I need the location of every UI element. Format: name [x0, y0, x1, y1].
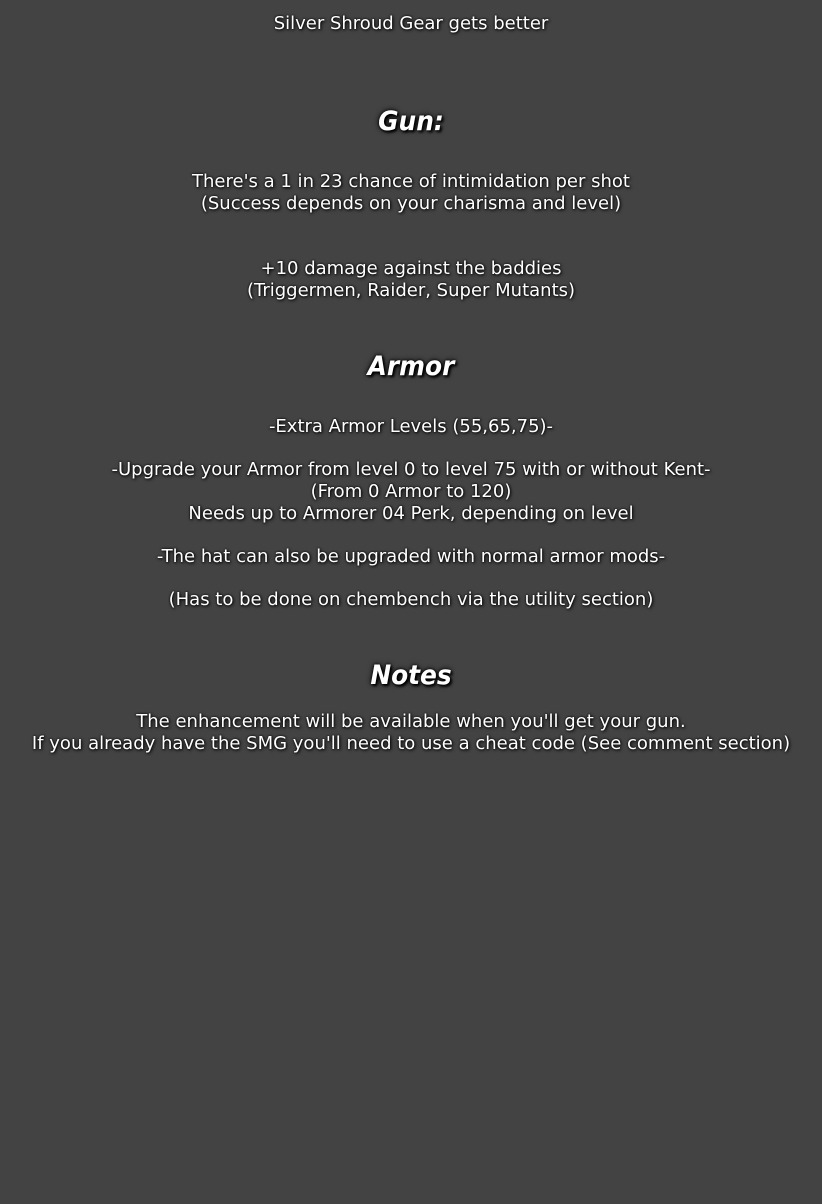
armor-heading: Armor — [367, 351, 455, 382]
notes-line1: The enhancement will be available when you'll get your gun. — [136, 711, 686, 732]
gun-heading: Gun: — [378, 106, 444, 137]
intro-text: Silver Shroud Gear gets better — [273, 13, 549, 34]
gun-damage-line1: +10 damage against the baddies — [260, 258, 562, 279]
gun-intimidation-line1: There's a 1 in 23 chance of intimidation per shot — [192, 171, 630, 192]
gun-intimidation-line2: (Success depends on your charisma and level) — [200, 193, 622, 214]
gun-damage-line2: (Triggermen, Raider, Super Mutants) — [246, 280, 576, 301]
armor-hat-line: -The hat can also be upgraded with normal armor mods- — [156, 546, 666, 567]
armor-upgrade-line3: Needs up to Armorer 04 Perk, depending on level — [188, 503, 634, 524]
armor-chembench-line: (Has to be done on chembench via the utility section) — [168, 589, 654, 610]
notes-line2: If you already have the SMG you'll need to use a cheat code (See comment section) — [31, 733, 791, 754]
armor-upgrade-line1: -Upgrade your Armor from level 0 to level 75 with or without Kent- — [111, 459, 711, 480]
armor-upgrade-line2: (From 0 Armor to 120) — [310, 481, 512, 502]
notes-heading: Notes — [370, 660, 452, 691]
armor-extra-levels: -Extra Armor Levels (55,65,75)- — [268, 416, 554, 437]
